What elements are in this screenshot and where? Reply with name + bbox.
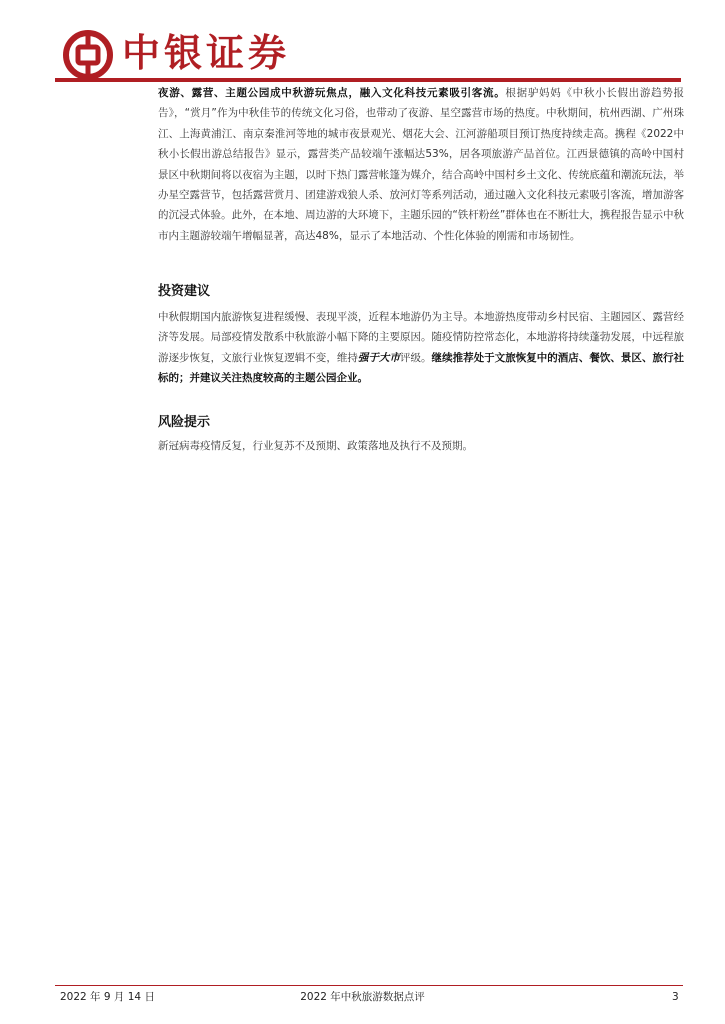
investment-text-b: 评级。 — [399, 351, 432, 364]
investment-bold-tail: 继续推荐处于文旅恢复中的酒店、餐饮、景区、旅行社标的；并建议关注热度较高的主题公园企业。 — [158, 351, 685, 385]
footer-date: 2022 年 9 月 14 日 — [60, 991, 155, 1003]
section-heading-risk: 风险提示 — [158, 415, 211, 430]
paragraph-investment — [158, 307, 684, 389]
section-heading-investment: 投资建议 — [158, 284, 211, 299]
paragraph-risk: 新冠病毒疫情反复，行业复苏不及预期、政策落地及执行不及预期。 — [158, 440, 473, 452]
company-name: 中银证券 — [122, 30, 291, 75]
footer-rule — [55, 985, 683, 986]
page-number: 3 — [672, 991, 679, 1003]
investment-text-a: 中秋假期国内旅游恢复进程缓慢、表现平淡，近程本地游仍为主导。本地游热度带动乡村民宿、主题园区、露营经济等发展。局部疫情发散系中秋旅游小幅下降的主要原因。随疫情防控常态化，本地游将持续蓬勃发展，中远程旅游逐步恢复，文旅行业恢复逻辑不变，维持 — [158, 311, 684, 364]
footer-title: 2022 年中秋旅游数据点评 — [300, 991, 425, 1003]
header-rule — [55, 78, 681, 82]
paragraph-text: 根据驴妈妈《中秋小长假出游趋势报告》，“赏月”作为中秋佳节的传统文化习俗，也带动了夜游、星空露营市场的热度。中秋期间，杭州西湖、广州珠江、上海黄浦江、南京秦淮河等地的城市夜景观光、烟花大会、江河游船项目预订热度持续走高。携程《2022中秋小长假出游总结报告》显示，露营类产品较端午涨幅达53%，居各项旅游产品首位。江西景德镇的高岭中国村景区中秋期间将以夜宿为主题，以时下热门露营帐篷为媒介，结合高岭中国村乡土文化、传统底蕴和潮流玩法，举办星空露营节，包括露营赏月、团建游戏狼人杀、放河灯等系列活动，通过融入文化科技元素吸引客流，增加游客的沉浸式体验。此外，在本地、周边游的大环境下，主题乐园的“铁杆粉丝”群体也在不断壮大，携程报告显示中秋市内主题游较端午增幅显著，高达48%，显示了本地活动、个性化体验的刚需和市场韧性。 — [158, 87, 685, 242]
bank-of-china-logo-icon — [62, 29, 114, 81]
paragraph-nightlife-camping — [158, 83, 684, 246]
paragraph-bold-lead: 夜游、露营、主题公园成中秋游玩焦点，融入文化科技元素吸引客流。 — [158, 87, 506, 99]
rating-label: 强于大市 — [357, 351, 400, 364]
